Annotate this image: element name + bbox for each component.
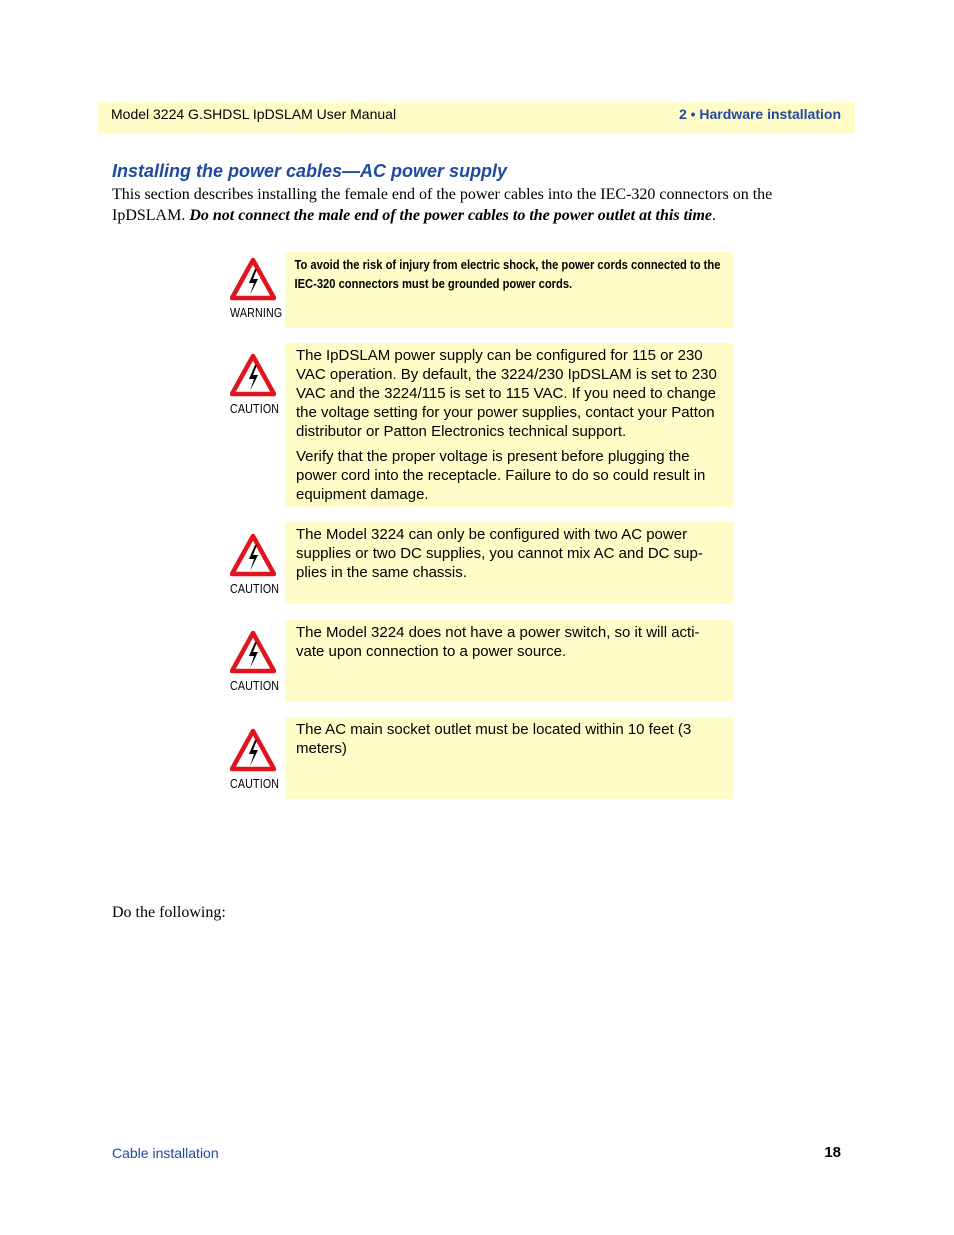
warning-notice-icon-group xyxy=(225,257,281,320)
notice-paragraph: The AC main socket outlet must be located within 10 feet (3 meters) xyxy=(296,721,692,757)
notice-paragraph: The Model 3224 does not have a power switch, so it will acti-vate upon connection to a power source. xyxy=(296,624,700,660)
intro-end: . xyxy=(712,207,716,224)
caution-notice-icon-group xyxy=(225,533,281,596)
footer-section-link[interactable]: Cable installation xyxy=(112,1145,219,1161)
caution-notice-box xyxy=(285,620,733,701)
caution-notice-box xyxy=(285,522,733,604)
notice-label: CAUTION xyxy=(230,581,280,596)
body-paragraph: Do the following: xyxy=(112,904,226,921)
caution-notice-icon-group xyxy=(225,728,281,791)
caution-notice-icon-group xyxy=(225,630,281,693)
notice-text xyxy=(285,522,733,582)
notice-label: CAUTION xyxy=(230,776,280,791)
caution-notice-icon-group xyxy=(225,353,281,416)
manual-title: Model 3224 G.SHDSL IpDSLAM User Manual xyxy=(111,106,397,122)
electric-shock-warning-icon xyxy=(230,533,276,577)
notice-text xyxy=(285,252,738,293)
intro-text: This section describes installing the female end of the power cables into the IEC-320 connectors on the IpDSLAM. xyxy=(112,186,773,224)
notice-label: CAUTION xyxy=(230,401,280,416)
notice-paragraph: The Model 3224 can only be configured with two AC power supplies or two DC supplies, you cannot mix AC and DC sup-plies in the same chassis. xyxy=(296,526,703,581)
notice-paragraph: Verify that the proper voltage is present before plugging the power cord into the receptacle. Failure to do so could result in equipment damage. xyxy=(296,448,706,503)
notice-label: WARNING xyxy=(230,305,283,320)
page-number: 18 xyxy=(824,1144,841,1161)
caution-notice-box xyxy=(285,343,733,507)
electric-shock-warning-icon xyxy=(230,728,276,772)
electric-shock-warning-icon xyxy=(230,630,276,674)
warning-notice-box xyxy=(285,252,733,328)
caution-notice-box xyxy=(285,717,733,799)
section-heading: Installing the power cables—AC power supply xyxy=(112,161,508,181)
notice-text xyxy=(285,343,733,504)
intro-emphasis: Do not connect the male end of the power cables to the power outlet at this time xyxy=(189,207,712,224)
notice-text xyxy=(285,620,733,661)
notice-paragraph: The IpDSLAM power supply can be configured for 115 or 230 VAC operation. By default, the 3224/230 IpDSLAM is set to 230 VAC and the 3224/115 is set to 115 VAC. If you need to change the voltage setting for your power supplies, contact your Patton distributor or Patton Electronics technical support. xyxy=(296,347,717,440)
notice-paragraph: To avoid the risk of injury from electric shock, the power cords connected to the IEC-320 connectors must be grounded power cords. xyxy=(294,257,721,291)
notice-label: CAUTION xyxy=(230,678,280,693)
electric-shock-warning-icon xyxy=(230,257,276,301)
electric-shock-warning-icon xyxy=(230,353,276,397)
chapter-title: 2 • Hardware installation xyxy=(678,106,841,122)
intro-paragraph xyxy=(112,184,832,226)
notice-text xyxy=(285,717,702,758)
